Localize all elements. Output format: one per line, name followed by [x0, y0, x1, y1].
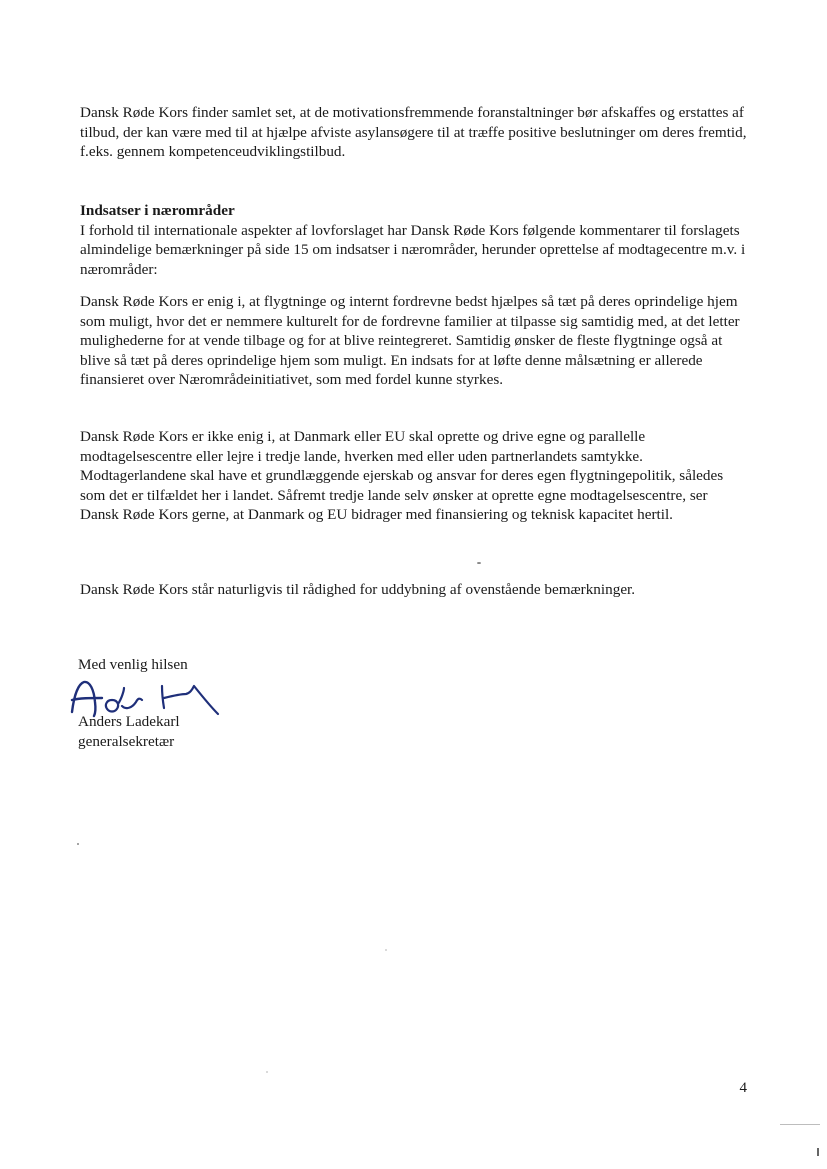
paragraph-availability: Dansk Røde Kors står naturligvis til rådighed for uddybning af ovenstående bemærkninger.	[80, 581, 636, 598]
scan-edge-line	[780, 1124, 820, 1125]
page-number: 4	[739, 1080, 747, 1096]
section-heading: Indsatser i nærområder	[80, 202, 235, 219]
scan-artifact	[266, 1071, 268, 1073]
scan-artifact	[77, 843, 79, 845]
section-intro: I forhold til internationale aspekter af lovforslaget har Dansk Røde Kors følgende kommentarer til forslagets almindelige bemærkninger på side 15 om indsatser i nærområder, herunder oprettelse af modtagecentre m.v. i nærområder:	[80, 221, 746, 278]
section-nearby-regions	[80, 201, 750, 279]
scan-artifact	[385, 949, 387, 951]
closing-greeting: Med venlig hilsen	[78, 656, 188, 673]
paragraph-motivation-measures: Dansk Røde Kors finder samlet set, at de motivationsfremmende foranstaltninger bør afskaffes og erstattes af tilbud, der kan være med til at hjælpe afviste asylansøgere til at træffe positive beslutninger om deres fremtid, f.eks. gennem kompetenceudviklingstilbud.	[80, 104, 747, 160]
paragraph-agreement: Dansk Røde Kors er enig i, at flygtninge og internt fordrevne bedst hjælpes så tæt på deres oprindelige hjem som muligt, hvor det er nemmere kulturelt for de fordrevne familier at tilpasse sig samtidig med, at det letter mulighederne for at vende tilbage og for at blive reintegreret. Samtidig ønsker de fleste flygtninge også at blive så tæt på deres oprindelige hjem som muligt. En indsats for at løfte denne målsætning er allerede finansieret over Nærområdeinitiativet, som med fordel kunne styrkes.	[80, 293, 740, 388]
scan-artifact	[477, 562, 481, 564]
signer-title: generalsekretær	[78, 733, 175, 750]
signer-name: Anders Ladekarl	[78, 713, 180, 730]
scan-edge-mark	[817, 1148, 819, 1156]
paragraph-disagreement: Dansk Røde Kors er ikke enig i, at Danmark eller EU skal oprette og drive egne og parallelle modtagelsescentre eller lejre i tredje lande, hverken med eller uden partnerlandets samtykke. Modtagerlandene skal have et grundlæggende ejerskab og ansvar for deres egen flygtningepolitik, således som det er tilfældet her i landet. Såfremt tredje lande selv ønsker at oprette egne modtagelsescentre, ser Dansk Røde Kors gerne, at Danmark og EU bidrager med finansiering og teknisk kapacitet hertil.	[80, 428, 724, 523]
